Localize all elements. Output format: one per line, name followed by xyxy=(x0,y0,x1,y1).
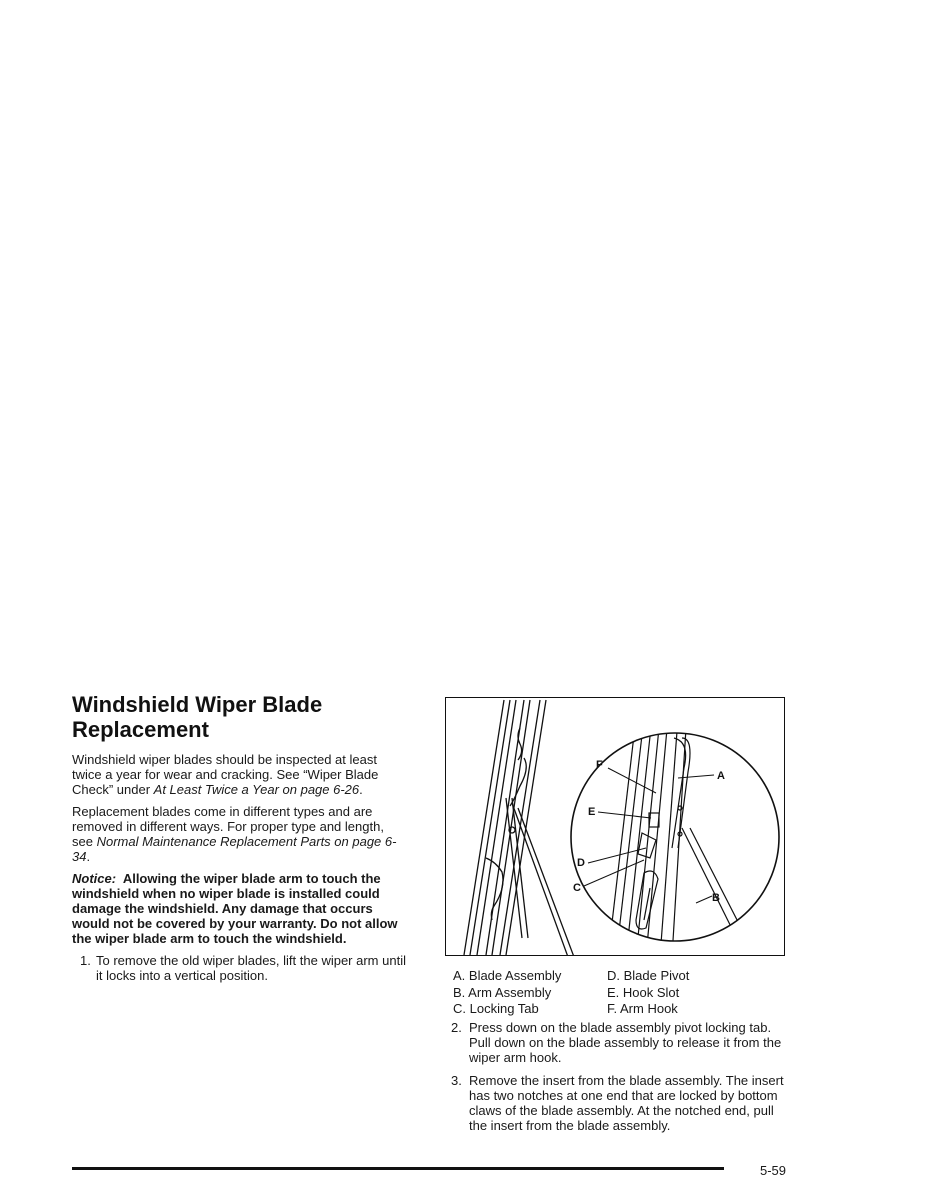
page-number: 5-59 xyxy=(760,1163,787,1178)
step-item xyxy=(445,1020,790,1065)
step-item xyxy=(72,953,408,983)
step-number: 1. xyxy=(80,953,91,968)
legend-row xyxy=(445,1001,790,1018)
replacement-paragraph xyxy=(72,804,408,864)
heading-line-1: Windshield Wiper Blade xyxy=(72,692,323,717)
legend-item-c: C. Locking Tab xyxy=(453,1001,539,1016)
footer-rule xyxy=(72,1167,724,1170)
legend-item-e: E. Hook Slot xyxy=(607,984,680,1000)
notice-paragraph xyxy=(72,871,408,946)
callout-e: E xyxy=(588,806,596,818)
callout-c: C xyxy=(573,882,581,894)
step-text: Press down on the blade assembly pivot locking tab. Pull down on the blade assembly to release it from the wiper arm hook. xyxy=(469,1019,782,1065)
legend-item-b: B. Arm Assembly xyxy=(453,984,552,1000)
step-text: To remove the old wiper blades, lift the wiper arm until it locks into a vertical position. xyxy=(96,953,406,983)
wiper-blade-illustration xyxy=(445,697,785,956)
callout-a: A xyxy=(717,770,725,782)
step-text: Remove the insert from the blade assembly. The insert has two notches at one end that are locked by bottom claws of the blade assembly. At the notched end, pull the insert from the blade assembly. xyxy=(469,1072,784,1133)
inspection-page-reference[interactable]: At Least Twice a Year on page 6-26 xyxy=(153,782,360,797)
step-number: 3. xyxy=(451,1072,462,1088)
steps-list-left xyxy=(72,953,408,983)
steps-list-right xyxy=(445,1020,790,1133)
inspection-paragraph xyxy=(72,752,408,797)
left-column xyxy=(72,692,408,991)
wiper-arm-drawing xyxy=(464,700,574,956)
legend-row xyxy=(445,968,790,985)
callout-f: F xyxy=(596,759,603,771)
legend-row xyxy=(445,985,790,1002)
figure-legend xyxy=(445,968,790,1018)
inspection-text: Windshield wiper blades should be inspected at least twice a year for wear and cracking. See “Wiper Blade Check” under xyxy=(72,752,379,797)
legend-item-d: D. Blade Pivot xyxy=(607,968,690,983)
heading-line-2: Replacement xyxy=(72,717,209,742)
notice-text: Allowing the wiper blade arm to touch the windshield when no wiper blade is installed could damage the windshield. Any damage that occurs would not be covered by your warranty. Do not allow the wiper blade arm to touch the windshield. xyxy=(72,871,398,946)
inspection-end: . xyxy=(359,782,363,797)
step-item xyxy=(445,1073,790,1133)
step-number: 2. xyxy=(451,1019,462,1035)
notice-label: Notice: xyxy=(72,871,117,886)
replacement-end: . xyxy=(86,849,91,864)
wiper-diagram xyxy=(446,698,785,956)
replacement-text: Replacement blades come in different types and are removed in different ways. For proper type and length, see xyxy=(72,804,384,849)
right-column xyxy=(445,697,790,1141)
callout-b: B xyxy=(712,892,720,904)
legend-item-f: F. Arm Hook xyxy=(607,1001,678,1016)
legend-item-a: A. Blade Assembly xyxy=(453,968,562,983)
replacement-page-reference[interactable]: Normal Maintenance Replacement Parts on page 6-34 xyxy=(72,834,397,864)
section-heading xyxy=(72,692,408,742)
callout-d: D xyxy=(577,857,585,869)
